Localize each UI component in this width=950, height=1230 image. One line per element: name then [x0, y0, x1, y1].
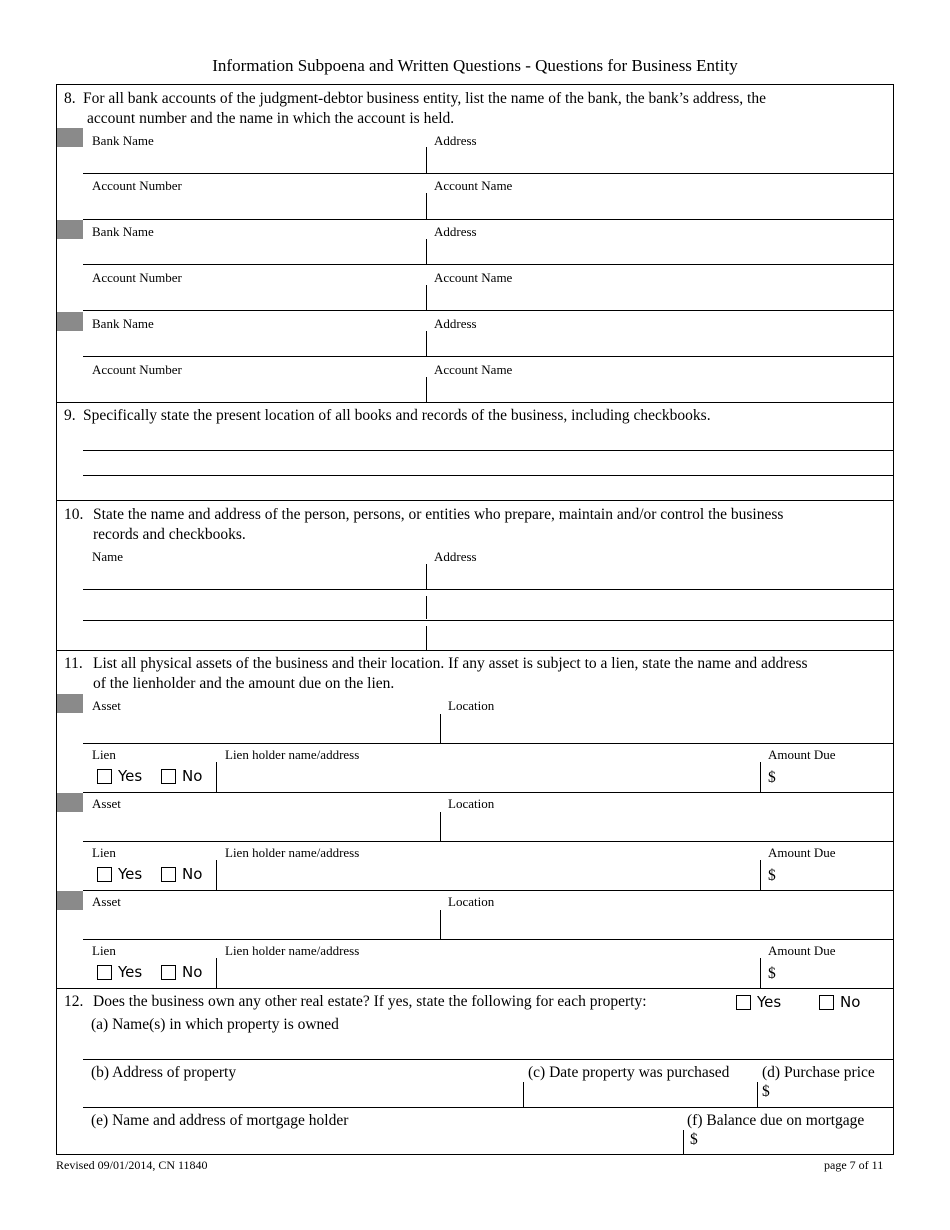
q12-d-divider [757, 1082, 758, 1107]
q12-no-checkbox[interactable] [819, 995, 834, 1010]
q8-text-2: account number and the name in which the account is held. [87, 110, 455, 127]
q12-f-divider [683, 1130, 684, 1154]
asset-2-lien-no-label: No [182, 865, 203, 883]
bank-1-end-line [83, 219, 894, 220]
asset-2-label: Asset [92, 796, 121, 811]
asset-2-lien-yes-label: Yes [118, 865, 143, 883]
bank-3-divider [426, 331, 427, 356]
asset-1-divider [440, 714, 441, 743]
asset-2-divider [440, 812, 441, 841]
q12-no-label: No [840, 993, 861, 1011]
q12-d-dollar: $ [762, 1083, 770, 1100]
bank-1-name-label: Bank Name [92, 133, 154, 148]
asset-2-marker [57, 793, 83, 812]
page-title: Information Subpoena and Written Questions - Questions for Business Entity [212, 56, 738, 75]
asset-1-line [83, 743, 894, 744]
asset-3-lien-divider [216, 958, 217, 988]
asset-1-marker [57, 694, 83, 713]
asset-3-line [83, 939, 894, 940]
asset-1-lien-divider [216, 762, 217, 792]
q12-a-line [83, 1059, 894, 1060]
q12-c-divider [523, 1082, 524, 1107]
asset-2-line [83, 841, 894, 842]
q9-text: Specifically state the present location of all books and records of the business, including checkbooks. [83, 407, 711, 424]
q12-a-label: (a) Name(s) in which property is owned [91, 1016, 339, 1033]
asset-2-amount-divider [760, 860, 761, 890]
asset-3-lien-no-checkbox[interactable] [161, 965, 176, 980]
q11-text-2: of the lienholder and the amount due on the lien. [93, 675, 395, 692]
bank-2-name-label: Bank Name [92, 224, 154, 239]
q8-end-line [56, 402, 894, 403]
asset-3-location-label: Location [448, 894, 495, 909]
asset-3-lienholder-label: Lien holder name/address [225, 943, 360, 958]
q11-end-line [56, 988, 894, 989]
asset-3-lien-yes-checkbox[interactable] [97, 965, 112, 980]
q8-text: For all bank accounts of the judgment-debtor business entity, list the name of the bank, the bank’s address, the [83, 90, 766, 107]
bank-3-line [83, 356, 894, 357]
asset-1-amount-label: Amount Due [768, 747, 836, 762]
bank-3-account-name-label: Account Name [434, 362, 513, 377]
q10-divider-2 [426, 596, 427, 619]
q11-text: List all physical assets of the business and their location. If any asset is subject to a lien, state the name and address [93, 655, 808, 672]
q10-line-2 [83, 620, 894, 621]
q12-f-dollar: $ [690, 1131, 698, 1148]
asset-1-end-line [83, 792, 894, 793]
asset-3-marker [57, 891, 83, 910]
q9-answer-line-2[interactable] [83, 475, 894, 476]
asset-1-amount-divider [760, 762, 761, 792]
q12-number: 12. [64, 993, 84, 1010]
asset-2-dollar: $ [768, 867, 776, 884]
q8-number: 8. [64, 90, 76, 107]
footer-revised: Revised 09/01/2014, CN 11840 [56, 1158, 208, 1172]
bank-1-divider-2 [426, 193, 427, 219]
q9-end-line [56, 500, 894, 501]
bank-1-line [83, 173, 894, 174]
asset-1-label: Asset [92, 698, 121, 713]
q10-address-label: Address [434, 549, 477, 564]
bank-2-end-line [83, 310, 894, 311]
q10-line-1 [83, 589, 894, 590]
bank-2-divider-2 [426, 285, 427, 310]
asset-3-label: Asset [92, 894, 121, 909]
bank-1-address-label: Address [434, 133, 477, 148]
bank-1-marker [57, 128, 83, 147]
bank-2-address-label: Address [434, 224, 477, 239]
bank-3-address-label: Address [434, 316, 477, 331]
q12-e-label: (e) Name and address of mortgage holder [91, 1112, 349, 1129]
asset-2-location-label: Location [448, 796, 495, 811]
asset-1-lien-yes-checkbox[interactable] [97, 769, 112, 784]
asset-1-lien-label: Lien [92, 747, 116, 762]
asset-3-amount-label: Amount Due [768, 943, 836, 958]
asset-3-amount-divider [760, 958, 761, 988]
asset-3-lien-yes-label: Yes [118, 963, 143, 981]
asset-2-lien-label: Lien [92, 845, 116, 860]
asset-2-lien-no-checkbox[interactable] [161, 867, 176, 882]
footer-page-number: page 7 of 11 [824, 1158, 884, 1172]
q12-yes-checkbox[interactable] [736, 995, 751, 1010]
asset-1-lien-no-checkbox[interactable] [161, 769, 176, 784]
q12-b-label: (b) Address of property [91, 1064, 237, 1081]
q10-divider-1 [426, 564, 427, 589]
q12-text: Does the business own any other real estate? If yes, state the following for each property: [93, 993, 647, 1010]
bank-3-account-number-label: Account Number [92, 362, 182, 377]
q11-number: 11. [64, 655, 83, 672]
asset-2-lien-yes-checkbox[interactable] [97, 867, 112, 882]
bank-3-marker [57, 312, 83, 331]
q12-bcd-line [83, 1107, 894, 1108]
asset-3-lien-no-label: No [182, 963, 203, 981]
asset-3-lien-label: Lien [92, 943, 116, 958]
q12-f-label: (f) Balance due on mortgage [687, 1112, 865, 1129]
q10-divider-3 [426, 626, 427, 650]
q10-end-line [56, 650, 894, 651]
asset-1-location-label: Location [448, 698, 495, 713]
bank-3-divider-2 [426, 377, 427, 402]
asset-2-amount-label: Amount Due [768, 845, 836, 860]
bank-2-line [83, 264, 894, 265]
bank-1-divider [426, 147, 427, 173]
q10-text: State the name and address of the person, persons, or entities who prepare, maintain and/or control the business [93, 506, 784, 523]
q9-number: 9. [64, 407, 76, 424]
bank-1-account-number-label: Account Number [92, 178, 182, 193]
bank-2-marker [57, 220, 83, 239]
asset-1-lienholder-label: Lien holder name/address [225, 747, 360, 762]
q12-d-label: (d) Purchase price [762, 1064, 875, 1081]
asset-1-lien-no-label: No [182, 767, 203, 785]
bank-2-account-number-label: Account Number [92, 270, 182, 285]
q12-c-label: (c) Date property was purchased [528, 1064, 730, 1081]
asset-3-dollar: $ [768, 965, 776, 982]
asset-1-dollar: $ [768, 769, 776, 786]
asset-3-divider [440, 910, 441, 939]
q10-number: 10. [64, 506, 84, 523]
q10-text-2: records and checkbooks. [93, 526, 246, 543]
q9-answer-line-1[interactable] [83, 450, 894, 451]
q12-yes-label: Yes [757, 993, 782, 1011]
bank-2-divider [426, 239, 427, 265]
bank-1-account-name-label: Account Name [434, 178, 513, 193]
bank-2-account-name-label: Account Name [434, 270, 513, 285]
asset-2-lienholder-label: Lien holder name/address [225, 845, 360, 860]
asset-1-lien-yes-label: Yes [118, 767, 143, 785]
asset-2-lien-divider [216, 860, 217, 890]
asset-2-end-line [83, 890, 894, 891]
bank-3-name-label: Bank Name [92, 316, 154, 331]
q10-name-label: Name [92, 549, 124, 564]
